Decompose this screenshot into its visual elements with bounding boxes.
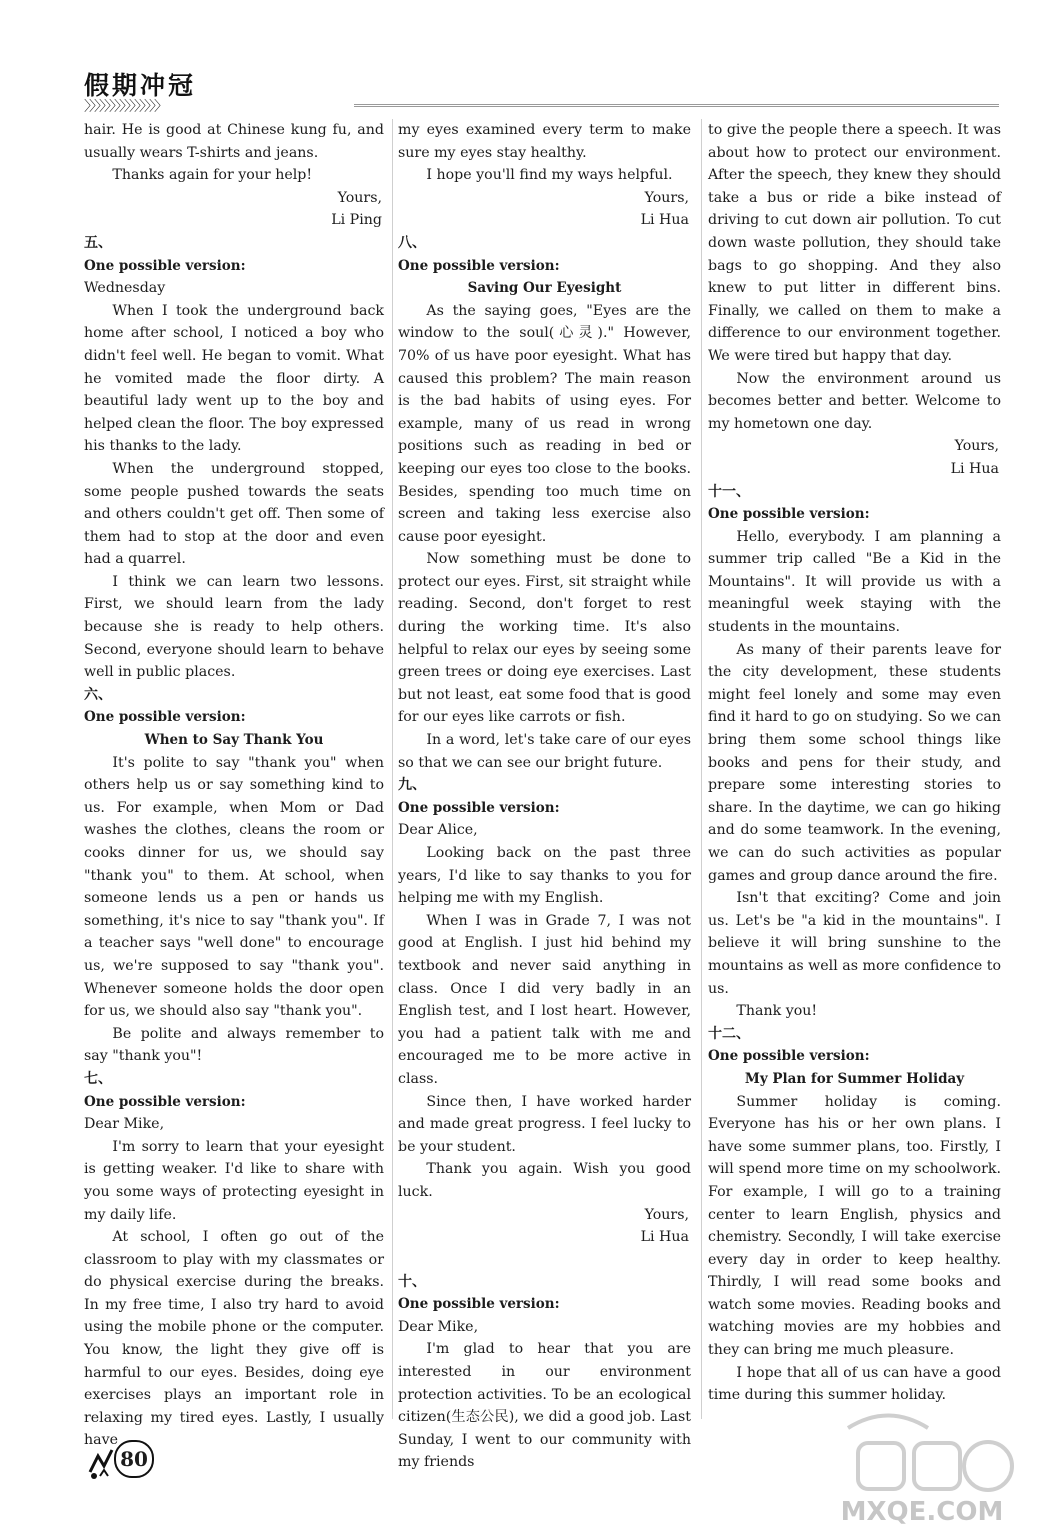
essay-title: Saving Our Eyesight [467, 280, 622, 297]
page-number: 80 [114, 1440, 154, 1478]
column-3 [708, 119, 1001, 1407]
paragraph: It's polite to say "thank you" when others help us or say something kind to us. For example, when Mom or Dad washes the clothes, cleans the room or cooks dinner for us, we should say "thank you" to them. At school, when someone lends us a pen or hands us something, it's nice to say "thank you". If a teacher says "well done" to encourage us, we're supposed to say "thank you". Whenever someone holds the door open for us, we should also say "thank you". [84, 754, 384, 1020]
section-number-5: 五、 [84, 234, 112, 251]
page-number-badge [84, 1436, 174, 1480]
signature-closing: Yours, [954, 438, 999, 455]
salutation: Dear Alice, [398, 822, 478, 839]
paragraph: Wednesday [84, 280, 166, 297]
paragraph: Now the environment around us becomes better and better. Welcome to my hometown one day. [708, 370, 1001, 432]
section-number-12: 十二、 [708, 1025, 750, 1042]
version-label: One possible version: [398, 1296, 560, 1313]
paragraph: When the underground stopped, some people pushed towards the seats and others couldn't get off. Then some of them had to stop at the door and even had a quarrel. [84, 460, 384, 568]
paragraph: Hello, everybody. I am planning a summer trip called "Be a Kid in the Mountains". It will provide us with a meaningful week staying with the students in the mountains. [708, 528, 1001, 636]
spacer [398, 1249, 691, 1271]
version-label: One possible version: [84, 257, 246, 274]
paragraph: Thank you! [736, 1003, 818, 1020]
paragraph: my eyes examined every term to make sure my eyes stay healthy. [398, 122, 691, 161]
salutation: Dear Mike, [398, 1318, 479, 1335]
paragraph: At school, I often go out of the classroom to play with my classmates or do physical exercise during the breaks. In my free time, I also try hard to avoid using the mobile phone or the computer. You know, the light they give off is harmful to our eyes. Besides, doing eye exercises plays an important role in relaxing my tired eyes. Lastly, I usually have [84, 1229, 384, 1449]
essay-title: My Plan for Summer Holiday [744, 1070, 965, 1087]
paragraph: When I took the underground back home after school, I noticed a boy who didn't feel well. He began to vomit. What he vomited made the floor dirty. A beautiful lady went up to the boy and helped clean the floor. The boy expressed his thanks to the lady. [84, 302, 384, 455]
signature-closing: Yours, [644, 189, 689, 206]
mascot-icon [84, 1436, 118, 1480]
version-label: One possible version: [84, 709, 246, 726]
watermark-url: MXQE.COM [840, 1497, 1004, 1527]
paragraph: Since then, I have worked harder and made great progress. I feel lucky to be your student. [398, 1093, 691, 1155]
paragraph: I'm glad to hear that you are interested in our environment protection activities. To be an ecological citizen(生态公民), we did a good job. Last Sunday, I went to our community with my friends [398, 1341, 691, 1471]
paragraph: Now something must be done to protect our eyes. First, sit straight while reading. Second, don't forget to rest during the working time. It's also helpful to relax our eyes by seeing some green trees or doing eye exercises. Last but not least, eat some food that is good for our eyes like carrots or fish. [398, 551, 691, 726]
section-number-8: 八、 [398, 234, 426, 251]
column-2 [398, 119, 691, 1474]
version-label: One possible version: [398, 799, 560, 816]
paragraph: In a word, let's take care of our eyes so that we can see our bright future. [398, 732, 691, 771]
paragraph: hair. He is good at Chinese kung fu, and usually wears T-shirts and jeans. [84, 122, 384, 161]
paragraph: When I was in Grade 7, I was not good at English. I just hid behind my textbook and never said anything in class. Once I did very badly in an English test, and I lost heart. However, you had a patient talk with me and encouraged me to be more active in class. [398, 912, 691, 1087]
paragraph: I think we can learn two lessons. First, we should learn from the lady because she is ready to help others. Second, everyone should learn to behave well in public places. [84, 573, 384, 681]
section-number-7: 七、 [84, 1070, 112, 1087]
version-label: One possible version: [708, 506, 870, 523]
signature-name: Li Hua [640, 212, 689, 229]
column-1 [84, 119, 384, 1452]
signature-name: Li Hua [640, 1229, 689, 1246]
watermark-logo [818, 1398, 1028, 1528]
watermark-icon [818, 1398, 1028, 1528]
paragraph: Isn't that exciting? Come and join us. Let's be "a kid in the mountains". I believe it will bring sunshine to the mountains as well as more confidence to us. [708, 890, 1001, 997]
paragraph: As the saying goes, "Eyes are the window to the soul(心灵)." However, 70% of us have poor eyesight. What has caused this problem? The main reason is the bad habits of using eyes. For example, many of us read in wrong positions such as reading in bed or keeping our eyes too close to the books. Besides, spending too much time on screen and taking less exercise also cause poor eyesight. [398, 302, 691, 545]
signature-closing: Yours, [337, 189, 382, 206]
paragraph: Be polite and always remember to say "thank you"! [84, 1025, 384, 1065]
section-number-11: 十一、 [708, 483, 750, 500]
paragraph: I'm sorry to learn that your eyesight is getting weaker. I'd like to share with you some ways of protecting eyesight in my daily life. [84, 1138, 384, 1223]
header-arrows-decoration: 〉〉〉〉〉〉〉〉〉〉〉〉〉〉〉 [84, 99, 166, 115]
paragraph: Looking back on the past three years, I'd like to say thanks to you for helping me with my English. [398, 845, 691, 907]
version-label: One possible version: [398, 257, 560, 274]
paragraph: Thank you again. Wish you good luck. [398, 1161, 691, 1200]
signature-name: Li Ping [331, 212, 382, 229]
column-divider [392, 119, 393, 1419]
header-rule [354, 104, 999, 107]
column-divider [701, 119, 702, 1419]
section-number-9: 九、 [398, 777, 426, 794]
paragraph: I hope that all of us can have a good time during this summer holiday. [708, 1364, 1001, 1404]
signature-closing: Yours, [644, 1206, 689, 1223]
version-label: One possible version: [84, 1093, 246, 1110]
section-number-6: 六、 [84, 686, 112, 703]
paragraph: I hope you'll find my ways helpful. [426, 167, 673, 184]
version-label: One possible version: [708, 1048, 870, 1065]
paragraph: As many of their parents leave for the city development, these students might feel lonely and some may even find it hard to go on studying. So we can bring them some school things like books and pens for their study, and prepare some interesting stories to share. In the daytime, we can go hiking and do some teamwork. In the evening, we can do such activities as popular games and group dance around the fire. [708, 641, 1001, 884]
header-title: 假期冲冠 [84, 71, 197, 100]
signature-name: Li Hua [950, 460, 999, 477]
paragraph: Thanks again for your help! [112, 167, 313, 184]
section-number-10: 十、 [398, 1273, 426, 1290]
paragraph: Summer holiday is coming. Everyone has his or her own plans. I have some summer plans, too. Firstly, I will spend more time on my schoolwork. For example, I will go to a training center to learn English, physics and chemistry. Secondly, I will take exercise every day in order to keep healthy. Thirdly, I will read some books and watch some movies. Reading books and watching movies are my hobbies and they can bring me much pleasure. [708, 1093, 1001, 1359]
paragraph: to give the people there a speech. It was about how to protect our environment. After the speech, they knew they should take a bus or ride a bike instead of driving to cut down air pollution. To cut down waste pollution, they should take bags to go shopping. And they also knew to put litter in different bins. Finally, we called on them to make a difference to our environment together. We were tired but happy that day. [708, 122, 1001, 364]
salutation: Dear Mike, [84, 1116, 165, 1133]
essay-title: When to Say Thank You [144, 732, 324, 749]
